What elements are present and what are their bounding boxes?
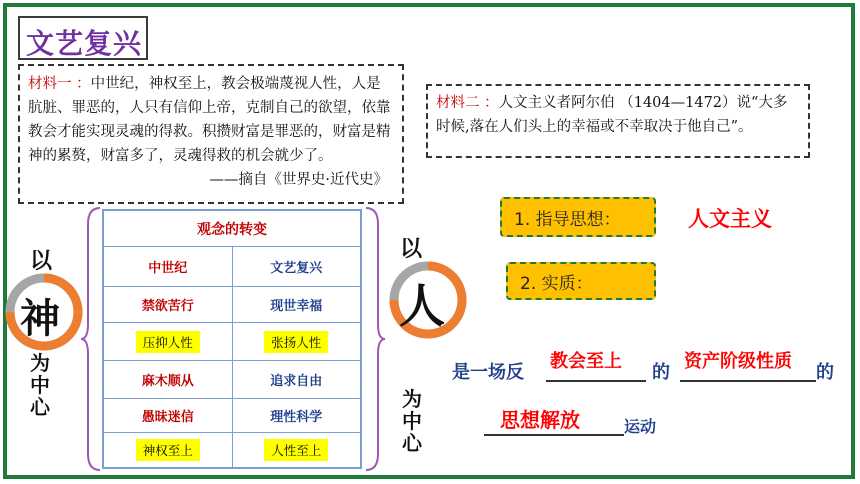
table-header-row <box>104 247 360 287</box>
blank-line-1 <box>546 380 646 382</box>
material-two-text: 人文主义者阿尔伯 （1404—1472）说“大多时候,落在人们头上的幸福或不幸取决于他自己”。 <box>436 95 788 135</box>
guiding-thought-box <box>500 197 656 237</box>
table-row <box>104 433 360 467</box>
table-header-renaissance <box>233 247 361 286</box>
table-cell-left-text: 愚昧迷信 <box>141 410 194 425</box>
page-title: 文艺复兴 <box>26 27 143 60</box>
highlight-tag: 张扬人性 <box>264 331 328 353</box>
right-bottom-text <box>400 388 424 454</box>
highlight-tag: 压抑人性 <box>136 331 200 353</box>
highlight-tag: 神权至上 <box>136 439 200 461</box>
table-cell-right <box>233 287 361 322</box>
left-brace-icon <box>80 206 104 472</box>
statement-part-2: 的 <box>652 362 670 383</box>
essence-label: 2. 实质： <box>520 273 593 294</box>
table-cell-right-text: 现世幸福 <box>270 299 323 314</box>
left-bottom-char-2: 中 <box>30 373 50 397</box>
left-center-char: 神 <box>20 296 60 342</box>
blank-answer-1: 教会至上 <box>550 351 622 372</box>
left-bottom-text <box>28 352 52 418</box>
table-cell-right-text: 追求自由 <box>270 374 323 389</box>
table-cell-left <box>104 361 233 398</box>
right-center-char: 人 <box>399 279 445 333</box>
material-two-box <box>426 84 810 158</box>
table-cell-right <box>233 361 361 398</box>
material-one-label: 材料一 ： <box>28 76 91 92</box>
table-header-medieval-text: 中世纪 <box>148 261 188 276</box>
right-yi-char: 以 <box>400 237 423 262</box>
table-header-medieval <box>104 247 233 286</box>
guiding-thought-answer: 人文主义 <box>688 207 772 231</box>
table-cell-left <box>104 433 233 467</box>
right-bottom-char-1: 为 <box>402 387 422 411</box>
material-one-text: 中世纪，神权至上，教会极端蔑视人性，人是肮脏、罪恶的，人只有信仰上帝，克制自己的欲望，依靠教会才能实现灵魂的得救。积攒财富是罪恶的，财富是精神的累赘，财富多了，灵魂得救的机会就少了。 <box>28 76 391 164</box>
table-cell-left-text: 禁欲苦行 <box>141 299 194 314</box>
table-cell-left <box>104 399 233 432</box>
table-cell-right <box>233 399 361 432</box>
table-cell-right <box>233 323 361 360</box>
table-caption: 观念的转变 <box>104 211 360 247</box>
table-row <box>104 399 360 433</box>
statement-part-4: 运动 <box>624 417 657 436</box>
left-yi-char: 以 <box>30 249 53 274</box>
title-box <box>18 16 148 60</box>
guiding-thought-label: 1. 指导思想： <box>514 209 621 230</box>
table-row <box>104 361 360 399</box>
table-cell-left-text: 麻木顺从 <box>141 374 194 389</box>
table-row <box>104 323 360 361</box>
concept-table <box>102 209 362 469</box>
blank-answer-2: 资产阶级性质 <box>684 351 792 372</box>
blank-answer-3: 思想解放 <box>500 408 580 432</box>
table-header-renaissance-text: 文艺复兴 <box>270 261 323 276</box>
right-brace-icon <box>362 206 386 472</box>
table-cell-left <box>104 323 233 360</box>
table-cell-left <box>104 287 233 322</box>
material-one-box <box>18 64 404 204</box>
table-cell-right-text: 理性科学 <box>270 410 323 425</box>
highlight-tag: 人性至上 <box>264 439 328 461</box>
blank-line-2 <box>680 380 816 382</box>
statement-part-3: 的 <box>816 362 834 383</box>
right-bottom-char-2: 中 <box>402 409 422 433</box>
left-bottom-char-1: 为 <box>30 351 50 375</box>
material-one-source: ——摘自《世界史·近代史》 <box>209 172 388 188</box>
blank-line-3 <box>484 434 624 436</box>
right-bottom-char-3: 心 <box>402 431 422 455</box>
table-row <box>104 287 360 323</box>
material-two-label: 材料二 ： <box>436 95 499 111</box>
statement-part-1: 是一场反 <box>452 362 524 383</box>
essence-box <box>506 262 656 300</box>
table-cell-right <box>233 433 361 467</box>
left-bottom-char-3: 心 <box>30 395 50 419</box>
